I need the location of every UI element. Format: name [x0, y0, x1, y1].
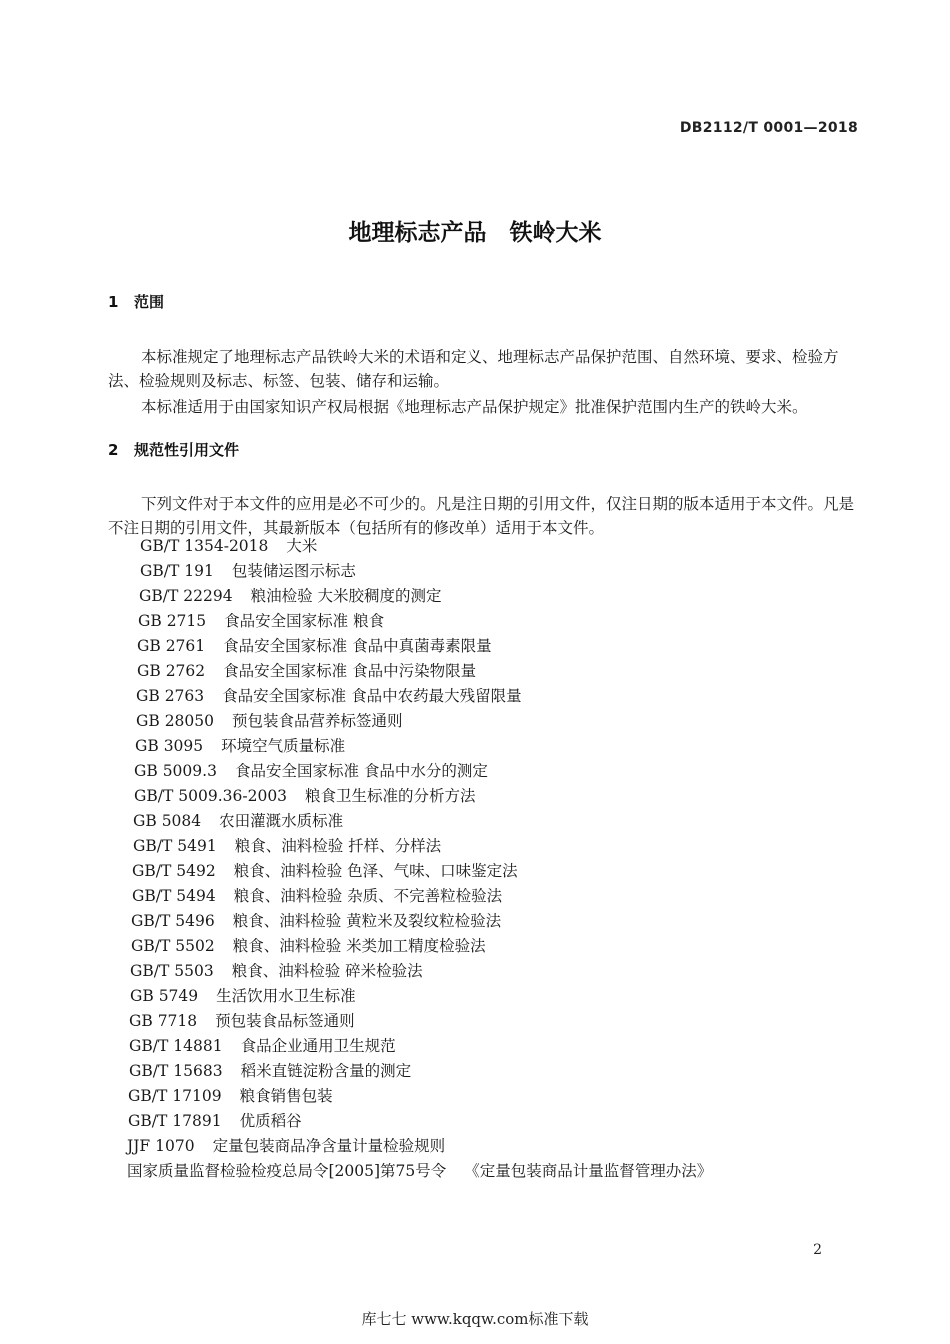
reference-item: [129, 1011, 355, 1031]
reference-title: 粮食、油料检验 色泽、气味、口味鉴定法: [233, 862, 518, 880]
reference-item: [135, 736, 345, 756]
section-2-intro: 下列文件对于本文件的应用是必不可少的。凡是注日期的引用文件，仅注日期的版本适用于本文件。凡是不注日期的引用文件，其最新版本（包括所有的修改单）适用于本文件。: [108, 495, 855, 537]
section-1-paragraph-2: 本标准适用于由国家知识产权局根据《地理标志产品保护规定》批准保护范围内生产的铁岭大米。: [141, 398, 808, 416]
reference-title: 优质稻谷: [239, 1112, 302, 1130]
reference-item: [140, 561, 356, 581]
reference-code: GB 3095: [135, 737, 204, 755]
reference-code: GB/T 5491: [133, 837, 217, 855]
reference-item: [133, 836, 441, 856]
reference-code: GB 5009.3: [134, 762, 217, 780]
reference-code: GB/T 14881: [129, 1037, 223, 1055]
reference-title: 食品安全国家标准 食品中污染物限量: [223, 662, 477, 680]
reference-item: [132, 861, 518, 881]
reference-title: 农田灌溉水质标准: [219, 812, 344, 830]
reference-code: GB/T 1354-2018: [140, 537, 269, 555]
reference-item: [130, 961, 423, 981]
reference-title: 预包装食品营养标签通则: [232, 712, 403, 730]
reference-item: [127, 1161, 712, 1181]
reference-title: 《定量包装商品计量监督管理办法》: [464, 1162, 713, 1180]
reference-title: 大米: [286, 537, 318, 555]
section-1-heading: [108, 291, 164, 312]
reference-title: 粮食销售包装: [239, 1087, 333, 1105]
reference-item: [127, 1136, 445, 1156]
reference-code: GB 2762: [137, 662, 206, 680]
reference-code: GB 5749: [130, 987, 199, 1005]
reference-title: 稻米直链淀粉含量的测定: [240, 1062, 412, 1080]
reference-code: 国家质量监督检验检疫总局令[2005]第75号令: [127, 1162, 447, 1180]
reference-code: GB 2763: [136, 687, 205, 705]
reference-title: 环境空气质量标准: [221, 737, 346, 755]
reference-item: [134, 786, 476, 806]
reference-code: GB 28050: [136, 712, 215, 730]
reference-item: [136, 711, 403, 731]
reference-item: [140, 536, 317, 556]
document-title: 地理标志产品 铁岭大米: [348, 220, 602, 246]
reference-code: GB/T 5503: [130, 962, 214, 980]
reference-item: [134, 761, 488, 781]
reference-item: [137, 661, 476, 681]
reference-code: JJF 1070: [127, 1137, 195, 1155]
reference-item: [136, 686, 522, 706]
section-2-heading: [108, 439, 239, 460]
reference-item: [133, 811, 343, 831]
reference-code: GB/T 5496: [131, 912, 215, 930]
footer-watermark-text: 库七七 www.kqqw.com标准下载: [361, 1310, 589, 1328]
standard-code: DB2112/T 0001—2018: [679, 120, 858, 136]
reference-item: [129, 1061, 411, 1081]
reference-title: 粮食、油料检验 米类加工精度检验法: [232, 937, 486, 955]
section-1-number: 1: [108, 293, 119, 311]
reference-title: 预包装食品标签通则: [215, 1012, 355, 1030]
reference-code: GB 7718: [129, 1012, 198, 1030]
reference-code: GB 5084: [133, 812, 202, 830]
reference-code: GB/T 15683: [129, 1062, 223, 1080]
reference-item: [128, 1111, 302, 1131]
reference-code: GB/T 5492: [132, 862, 216, 880]
reference-title: 食品企业通用卫生规范: [240, 1037, 396, 1055]
reference-item: [128, 1086, 333, 1106]
section-1-paragraph-1: 本标准规定了地理标志产品铁岭大米的术语和定义、地理标志产品保护范围、自然环境、要求、检验方法、检验规则及标志、标签、包装、储存和运输。: [108, 348, 839, 390]
reference-code: GB/T 17891: [128, 1112, 222, 1130]
reference-code: GB/T 17109: [128, 1087, 222, 1105]
reference-code: GB/T 5502: [131, 937, 215, 955]
reference-title: 食品安全国家标准 粮食: [224, 612, 385, 630]
reference-title: 包装储运图示标志: [231, 562, 356, 580]
section-1-title: 范围: [134, 293, 165, 311]
reference-item: [137, 636, 492, 656]
reference-title: 粮食、油料检验 黄粒米及裂纹粒检验法: [232, 912, 502, 930]
reference-item: [131, 936, 486, 956]
reference-item: [130, 986, 356, 1006]
page-number: 2: [813, 1242, 822, 1258]
reference-title: 粮食卫生标准的分析方法: [305, 787, 476, 805]
reference-item: [131, 911, 501, 931]
reference-title: 食品安全国家标准 食品中水分的测定: [234, 762, 488, 780]
reference-item: [138, 611, 384, 631]
reference-item: [139, 586, 442, 606]
reference-title: 定量包装商品净含量计量检验规则: [212, 1137, 446, 1155]
reference-title: 粮食、油料检验 扦样、分样法: [234, 837, 442, 855]
reference-title: 食品安全国家标准 食品中真菌毒素限量: [223, 637, 492, 655]
section-2-number: 2: [108, 441, 119, 459]
section-2-title: 规范性引用文件: [134, 441, 240, 459]
reference-code: GB/T 5494: [132, 887, 216, 905]
reference-item: [129, 1036, 396, 1056]
reference-title: 粮食、油料检验 碎米检验法: [231, 962, 423, 980]
reference-title: 粮油检验 大米胶稠度的测定: [250, 587, 442, 605]
reference-code: GB/T 191: [140, 562, 214, 580]
reference-title: 粮食、油料检验 杂质、不完善粒检验法: [233, 887, 503, 905]
reference-item: [132, 886, 502, 906]
reference-code: GB/T 22294: [139, 587, 233, 605]
reference-title: 食品安全国家标准 食品中农药最大残留限量: [222, 687, 522, 705]
reference-code: GB 2761: [137, 637, 206, 655]
reference-code: GB/T 5009.36-2003: [134, 787, 288, 805]
reference-title: 生活饮用水卫生标准: [216, 987, 356, 1005]
reference-code: GB 2715: [138, 612, 207, 630]
